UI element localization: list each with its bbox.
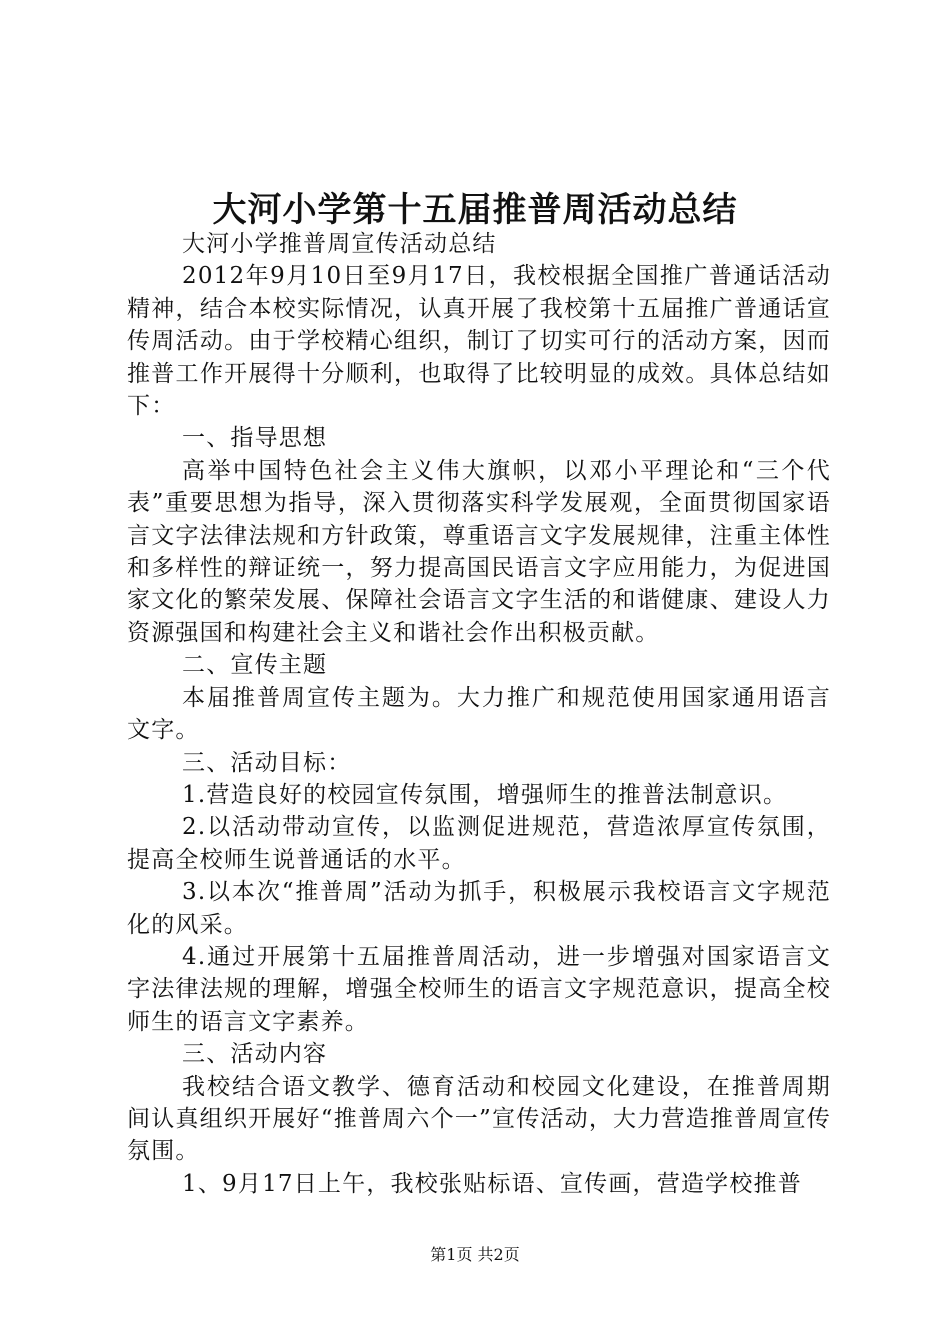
paragraph-intro: 2012年9月10日至9月17日，我校根据全国推广普通话活动精神，结合本校实际情况，认真开展了我校第十五届推广普通话宣传周活动。由于学校精心组织，制订了切实可行的活动方案，因而推普工作开展得十分顺利，也取得了比较明显的成效。具体总结如下： [127, 263, 831, 420]
section-heading-goals: 三、活动目标： [182, 749, 352, 776]
goal-item-2: 2.以活动带动宣传，以监测促进规范，营造浓厚宣传氛围，提高全校师生说普通话的水平。 [127, 814, 831, 873]
paragraph-subtitle: 大河小学推普周宣传活动总结 [182, 231, 497, 257]
section-heading-content: 三、活动内容 [182, 1041, 328, 1068]
document-body [127, 228, 831, 1200]
content-item-1: 1、9月17日上午，我校张贴标语、宣传画，营造学校推普 [182, 1170, 802, 1197]
goal-item-1: 1.营造良好的校园宣传氛围，增强师生的推普法制意识。 [182, 781, 788, 808]
section-heading-guiding-thought: 一、指导思想 [182, 425, 328, 452]
goal-item-3: 3.以本次“推普周”活动为抓手，积极展示我校语言文字规范化的风采。 [127, 879, 831, 938]
paragraph-guiding-thought: 高举中国特色社会主义伟大旗帜，以邓小平理论和“三个代表”重要思想为指导，深入贯彻落实科学发展观，全面贯彻国家语言文字法律法规和方针政策，尊重语言文字发展规律，注重主体性和多样性的辩证统一，努力提高国民语言文字应用能力，为促进国家文化的繁荣发展、保障社会语言文字生活的和谐健康、建设人力资源强国和构建社会主义和谐社会作出积极贡献。 [127, 457, 831, 646]
paragraph-content: 我校结合语文教学、德育活动和校园文化建设，在推普周期间认真组织开展好“推普周六个一”宣传活动，大力营造推普周宣传氛围。 [127, 1073, 831, 1165]
goal-item-4: 4.通过开展第十五届推普周活动，进一步增强对国家语言文字法律法规的理解，增强全校师生的语言文字规范意识，提高全校师生的语言文字素养。 [127, 943, 831, 1035]
paragraph-theme: 本届推普周宣传主题为。大力推广和规范使用国家通用语言文字。 [127, 684, 831, 744]
document-title: 大河小学第十五届推普周活动总结 [212, 190, 738, 230]
page-footer: 第1页 共2页 [430, 1245, 520, 1264]
section-heading-theme: 二、宣传主题 [182, 652, 328, 679]
